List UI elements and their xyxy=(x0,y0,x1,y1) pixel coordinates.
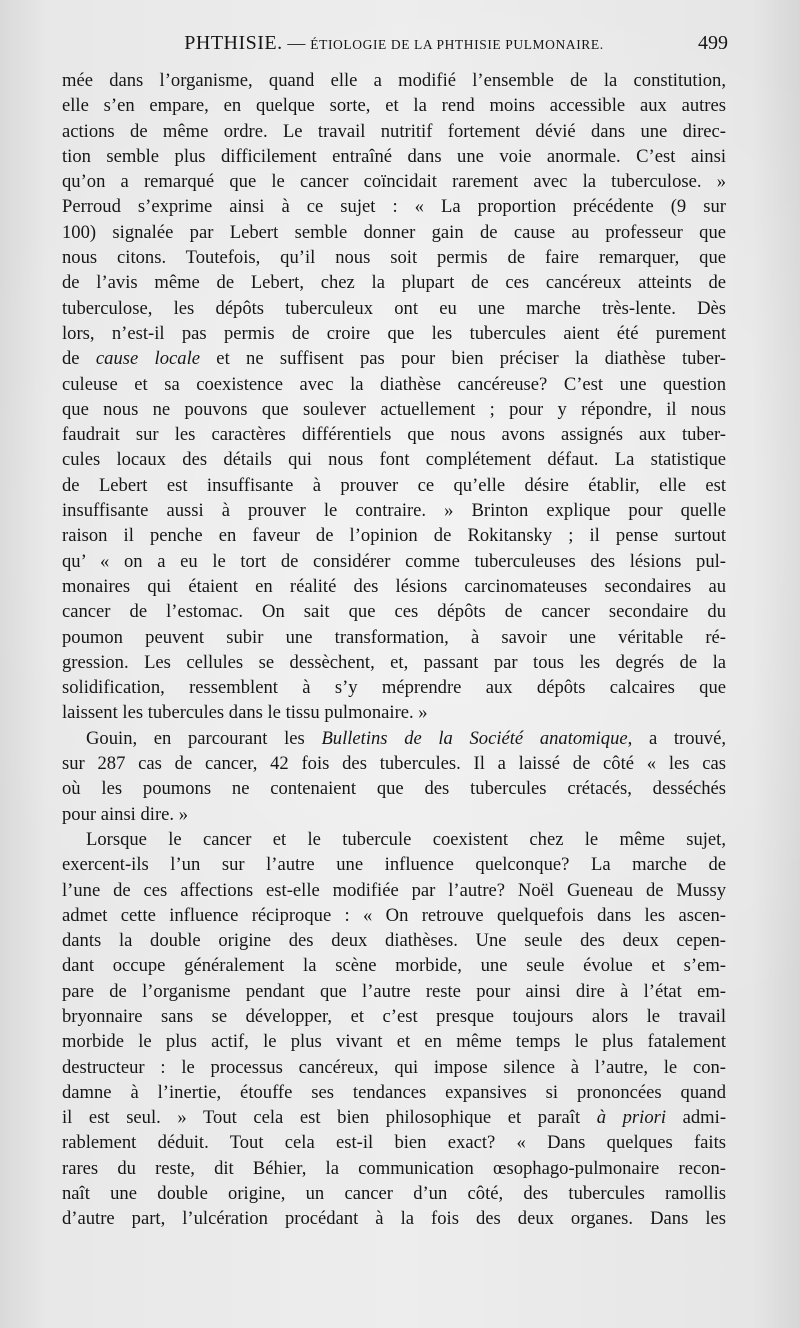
text-line: pour ainsi dire. » xyxy=(62,803,188,825)
text-segment: , a trouvé, xyxy=(627,727,726,749)
text-line: d’autre part, l’ulcération procédant à la fois des deux organes. Dans les xyxy=(62,1208,726,1230)
text-line xyxy=(62,726,726,751)
text-line: tion semble plus difficilement entraîné dans une voie anormale. C’est ainsi xyxy=(62,145,726,167)
text-line: exercent-ils l’un sur l’autre une influence quelconque? La marche de xyxy=(62,854,726,876)
text-line: de l’avis même de Lebert, chez la plupart de ces cancéreux atteints de xyxy=(62,272,726,294)
text-line: culeuse et sa coexistence avec la diathèse cancéreuse? C’est une question xyxy=(62,373,726,395)
text-line: insuffisante aussi à prouver le contraire. » Brinton explique pour quelle xyxy=(62,500,726,522)
text-line: naît une double origine, un cancer d’un côté, des tubercules ramollis xyxy=(62,1183,726,1205)
italic-phrase: Bulletins de la Société anatomique xyxy=(321,727,628,749)
text-line: tuberculose, les dépôts tuberculeux ont eu une marche très-lente. Dès xyxy=(62,297,726,319)
text-line: laissent les tubercules dans le tissu pulmonaire. » xyxy=(62,702,428,724)
text-line: l’une de ces affections est-elle modifiée par l’autre? Noël Gueneau de Mussy xyxy=(62,879,726,901)
text-line: rablement déduit. Tout cela est-il bien exact? « Dans quelques faits xyxy=(62,1132,726,1154)
text-line: elle s’en empare, en quelque sorte, et la rend moins accessible aux autres xyxy=(62,95,726,117)
body-text xyxy=(62,68,726,1232)
text-line: de Lebert est insuffisante à prouver ce qu’elle désire établir, elle est xyxy=(62,474,726,496)
running-header xyxy=(60,32,728,58)
running-title xyxy=(60,32,728,55)
text-line: dants la double origine des deux diathèses. Une seule des deux cepen- xyxy=(62,930,726,952)
text-line: mée dans l’organisme, quand elle a modifié l’ensemble de la constitution, xyxy=(62,70,726,91)
text-line: où les poumons ne contenaient que des tubercules crétacés, desséchés xyxy=(62,778,726,800)
italic-phrase: à priori xyxy=(596,1107,667,1129)
text-segment: Gouin, en parcourant les xyxy=(86,727,322,749)
text-line: monaires qui étaient en réalité des lésions carcinomateuses secondaires au xyxy=(62,575,726,597)
text-segment: de xyxy=(62,348,96,370)
text-line: cules locaux des détails qui nous font complétement défaut. La statistique xyxy=(62,449,726,471)
running-title-minor: ÉTIOLOGIE DE LA PHTHISIE PULMONAIRE. xyxy=(310,37,604,52)
text-line: bryonnaire sans se développer, et c’est presque toujours alors le travail xyxy=(62,1005,726,1027)
page-number: 499 xyxy=(698,32,728,54)
italic-phrase: cause locale xyxy=(95,348,200,370)
text-line: damne à l’inertie, étouffe ses tendances expansives si prononcées quand xyxy=(62,1081,726,1103)
text-line: 100) signalée par Lebert semble donner gain de cause au professeur que xyxy=(62,221,726,243)
text-line: lors, n’est-il pas permis de croire que les tubercules aient été purement xyxy=(62,322,726,344)
text-segment: admi- xyxy=(666,1107,727,1129)
text-line: faudrait sur les caractères différentiels que nous avons assignés aux tuber- xyxy=(62,424,726,446)
text-line: admet cette influence réciproque : « On retrouve quelquefois dans les ascen- xyxy=(62,904,726,926)
text-line: gression. Les cellules se dessèchent, et, passant par tous les degrés de la xyxy=(62,651,726,673)
text-line: raison il penche en faveur de l’opinion de Rokitansky ; il pense surtout xyxy=(62,525,726,547)
text-line: que nous ne pouvons que soulever actuellement ; pour y répondre, il nous xyxy=(62,398,726,420)
text-line: morbide le plus actif, le plus vivant et en même temps le plus fatalement xyxy=(62,1031,726,1053)
text-line xyxy=(62,1105,726,1130)
text-line: sur 287 cas de cancer, 42 fois des tubercules. Il a laissé de côté « les cas xyxy=(62,753,726,775)
text-line: poumon peuvent subir une transformation, à savoir une véritable ré- xyxy=(62,626,726,648)
text-line: solidification, ressemblent à s’y méprendre aux dépôts calcaires que xyxy=(62,677,726,699)
text-line: nous citons. Toutefois, qu’il nous soit permis de faire remarquer, que xyxy=(62,247,726,269)
text-line: cancer de l’estomac. On sait que ces dépôts de cancer secondaire du xyxy=(62,601,726,623)
text-line: destructeur : le processus cancéreux, qui impose silence à l’autre, le con- xyxy=(62,1056,726,1078)
text-line: qu’on a remarqué que le cancer coïncidait rarement avec la tuberculose. » xyxy=(62,171,726,193)
text-line: qu’ « on a eu le tort de considérer comme tuberculeuses des lésions pul- xyxy=(62,550,726,572)
text-segment: il est seul. » Tout cela est bien philosophique et paraît xyxy=(62,1107,597,1129)
text-line: pare de l’organisme pendant que l’autre reste pour ainsi dire à l’état em- xyxy=(62,980,726,1002)
text-line: Perroud s’exprime ainsi à ce sujet : « La proportion précédente (9 sur xyxy=(62,196,726,218)
text-line xyxy=(62,346,726,371)
text-line: actions de même ordre. Le travail nutritif fortement dévié dans une direc- xyxy=(62,120,726,142)
text-line: rares du reste, dit Béhier, la communication œsophago-pulmonaire recon- xyxy=(62,1157,726,1179)
text-line: dant occupe généralement la scène morbide, une seule évolue et s’em- xyxy=(62,955,726,977)
running-title-major: PHTHISIE. xyxy=(184,32,283,54)
running-title-dash: — xyxy=(287,33,306,53)
text-segment: et ne suffisent pas pour bien préciser la diathèse tuber- xyxy=(199,348,726,370)
text-line: Lorsque le cancer et le tubercule coexistent chez le même sujet, xyxy=(86,828,726,850)
